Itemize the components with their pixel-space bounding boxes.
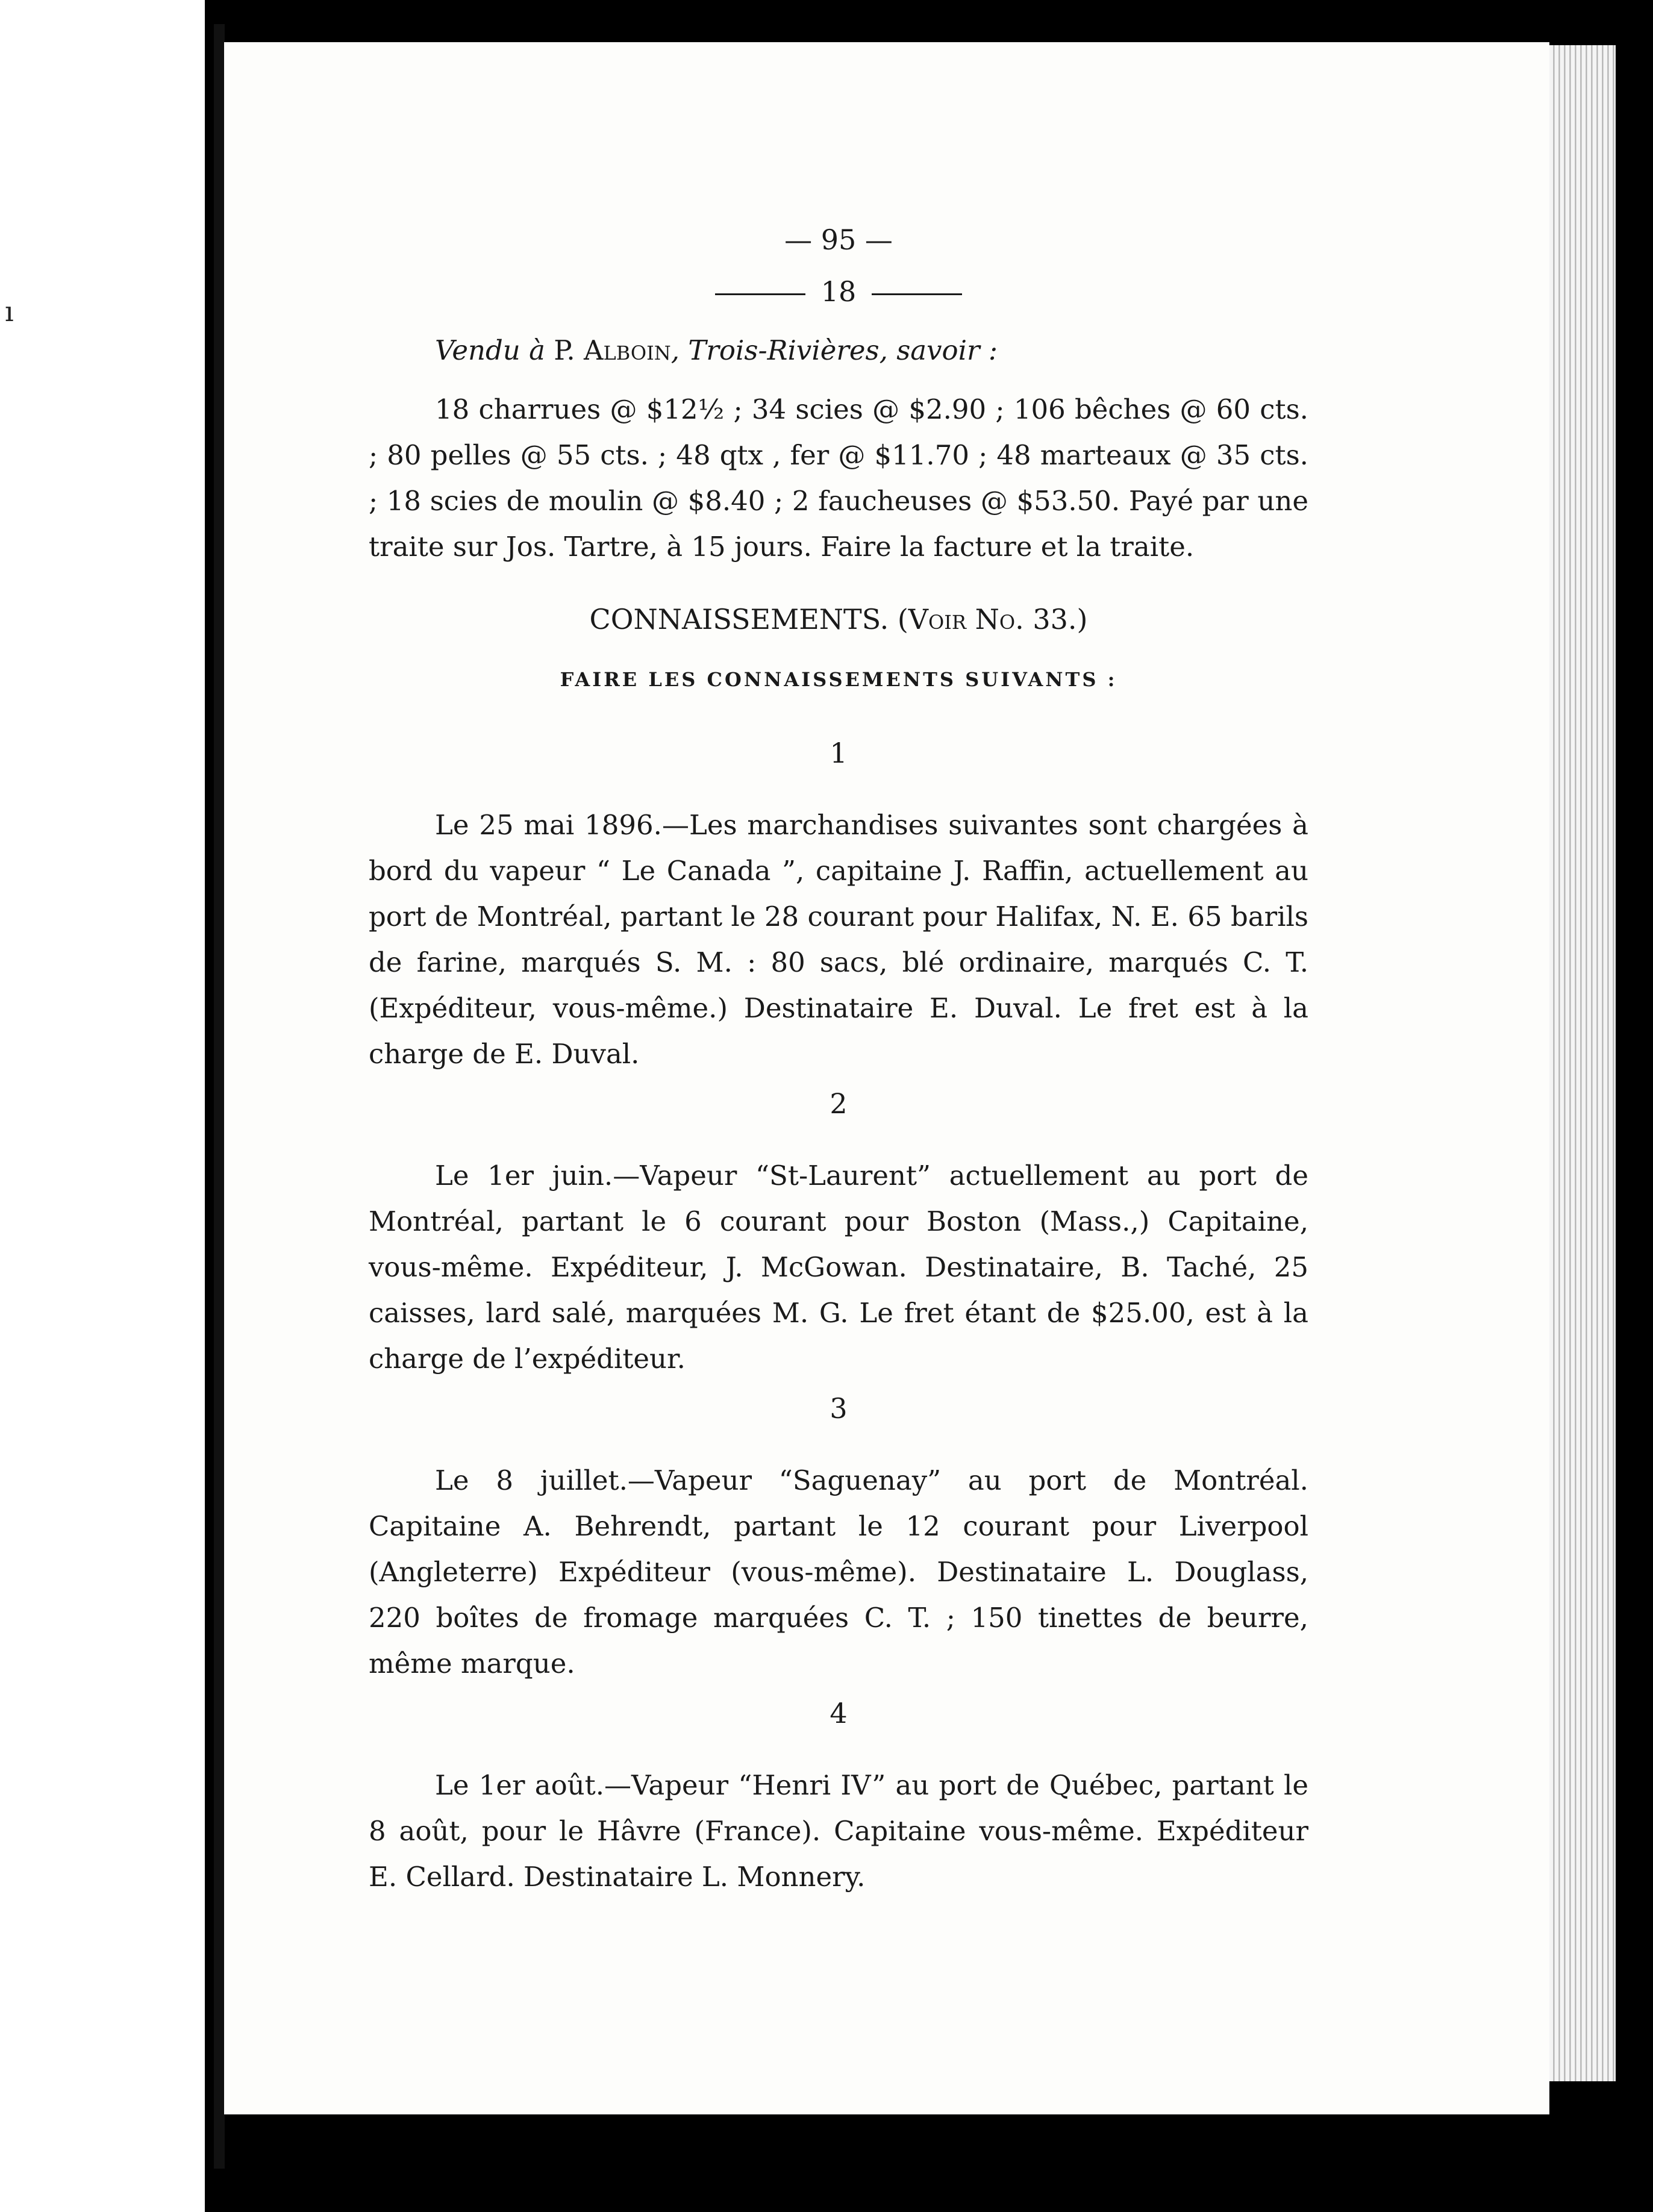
item-text: Le 25 mai 1896.—Les marchandises suivantes sont chargées à bord du vapeur “ Le Canada ”, capitaine J. Raffin, actuellement au port de Montréal, partant le 28 courant pour Halifax, N. E. 65 barils de farine, marqués S. M. : 80 sacs, blé ordinaire, marqués C. T. (Expéditeur, vous-même.) Destinataire E. Duval. Le fret est à la charge de E. Duval. — [369, 809, 1308, 1070]
heading-title: CONNAISSEMENTS. — [589, 603, 889, 636]
item-text: Le 1er juin.—Vapeur “St-Laurent” actuellement au port de Montréal, partant le 6 courant pour Boston (Mass.,) Capitaine, vous-même. Expéditeur, J. McGowan. Destinataire, B. Taché, 25 caisses, lard salé, marquées M. G. Le fret étant de $25.00, est à la charge de l’expéditeur. — [369, 1160, 1308, 1375]
rule-left — [715, 293, 805, 295]
item-number: 4 — [830, 1697, 848, 1729]
section-subheading: FAIRE LES CONNAISSEMENTS SUIVANTS : — [560, 668, 1117, 691]
item-text: Le 8 juillet.—Vapeur “Saguenay” au port de Montréal. Capitaine A. Behrendt, partant le 12 courant pour Liverpool (Angleterre) Expéditeur (vous-même). Destinataire L. Douglass, 220 boîtes de fromage marquées C. T. ; 150 tinettes de beurre, même marque. — [369, 1464, 1308, 1679]
section-number-line — [369, 269, 1308, 314]
page-stack-edge — [1549, 45, 1616, 2081]
intro-initial: P. — [554, 334, 575, 366]
page-content — [369, 217, 1308, 1904]
rule-right — [872, 293, 962, 295]
invoice-intro — [435, 328, 1308, 373]
intro-suffix: , Trois-Rivières, savoir : — [670, 334, 998, 366]
page-number: — 95 — — [784, 223, 893, 256]
book-gutter — [214, 24, 225, 2169]
intro-prefix: Vendu à — [435, 334, 545, 366]
facing-page-mark: ı — [5, 295, 14, 328]
item-number: 3 — [830, 1392, 848, 1425]
item-number: 1 — [830, 737, 848, 769]
section-heading — [369, 596, 1308, 642]
heading-reference: (Voir No. 33.) — [897, 603, 1088, 636]
section-number: 18 — [820, 275, 857, 308]
intro-name: Alboin — [584, 334, 671, 366]
invoice-body: 18 charrues @ $12½ ; 34 scies @ $2.90 ; 106 bêches @ 60 cts. ; 80 pelles @ 55 cts. ; 48 qtx , fer @ $11.70 ; 48 marteaux @ 35 cts. ; 18 scies de moulin @ $8.40 ; 2 faucheuses @ $53.50. Payé par une traite sur Jos. Tartre, à 15 jours. Faire la facture et la traite. — [369, 393, 1308, 563]
item-number: 2 — [830, 1087, 848, 1120]
facing-page-edge — [0, 0, 205, 2212]
item-text: Le 1er août.—Vapeur “Henri IV” au port de Québec, partant le 8 août, pour le Hâvre (France). Capitaine vous-même. Expéditeur E. Cellard. Destinataire L. Monnery. — [369, 1769, 1308, 1893]
